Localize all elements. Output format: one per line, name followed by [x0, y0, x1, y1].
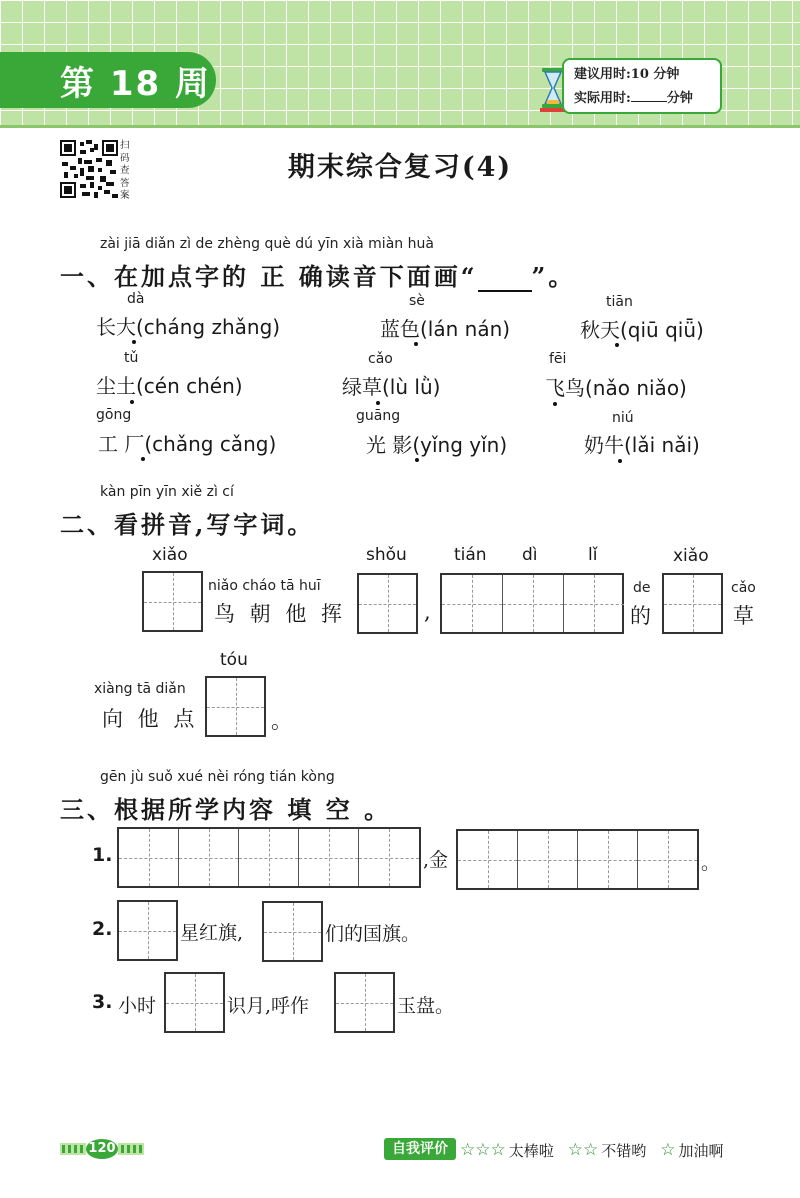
reading-item: 长大(cháng zhǎng): [96, 315, 281, 339]
rating-good: 不错哟: [601, 1141, 647, 1160]
star-icon[interactable]: ☆☆: [567, 1140, 599, 1160]
emphasis-dot: [553, 402, 557, 406]
section1-pinyin: zài jiā diǎn zì de zhèng què dú yīn xià miàn huà: [100, 236, 434, 252]
reading-item: 秋天(qiū qiǖ): [580, 318, 704, 342]
section2-pinyin: kàn pīn yīn xiě zì cí: [100, 484, 234, 500]
emphasis-dot: [415, 458, 419, 462]
pinyin-shou: shǒu: [366, 545, 407, 565]
write-box[interactable]: [117, 900, 178, 961]
pinyin-tou: tóu: [220, 650, 248, 670]
time-box: [562, 58, 722, 114]
emphasis-dot: [376, 401, 380, 405]
reading-item: 工 厂(chǎng cǎng): [98, 432, 277, 456]
reading-item: 飞鸟(nǎo niǎo): [545, 376, 687, 400]
reading-item: 尘土(cén chén): [96, 374, 243, 398]
page-number: 120: [88, 1141, 116, 1156]
section1-heading: 一、在加点字的 正 确读音下面画“ ”。: [60, 262, 576, 291]
pinyin-phrase2: xiàng tā diǎn: [94, 681, 186, 697]
reading-item: 绿草(lù lǜ): [342, 375, 441, 399]
write-box[interactable]: [334, 972, 395, 1033]
week-tab: [0, 52, 216, 108]
actual-time: 实际用时: 分钟: [574, 87, 720, 111]
phrase-text: 鸟 朝 他 挥: [214, 602, 347, 626]
comma: ,: [424, 600, 431, 624]
q3-text: 识月,呼作: [227, 995, 310, 1017]
pinyin-tian: tián: [454, 545, 487, 565]
q2-number: 2.: [92, 918, 113, 940]
section3-heading: 三、根据所学内容 填 空 。: [60, 795, 392, 824]
q3-prefix: 小时: [118, 995, 157, 1017]
write-box[interactable]: [205, 676, 266, 737]
write-box[interactable]: [357, 573, 418, 634]
q1-number: 1.: [92, 844, 113, 866]
write-box-group[interactable]: [440, 573, 624, 634]
write-box[interactable]: [662, 573, 723, 634]
q1-text: ,金: [423, 849, 449, 871]
pinyin-phrase: niǎo cháo tā huī: [208, 578, 321, 594]
reading-item: 光 影(yǐng yǐn): [366, 433, 508, 457]
text-de: 的: [630, 604, 651, 628]
item-pinyin: cǎo: [368, 351, 393, 367]
q3-end: 玉盘。: [397, 995, 455, 1017]
suggested-time: 建议用时:10 分钟: [574, 67, 680, 82]
write-box-group[interactable]: [456, 829, 699, 890]
item-pinyin: niú: [612, 410, 634, 426]
write-box[interactable]: [164, 972, 225, 1033]
page-number-badge: [60, 1139, 144, 1159]
section2-heading: 二、看拼音,写字词。: [60, 510, 315, 539]
q2-end: 们的国旗。: [325, 923, 421, 945]
week-label: 第 18 周: [60, 63, 211, 104]
emphasis-dot: [618, 459, 622, 463]
q3-number: 3.: [92, 991, 113, 1013]
write-box[interactable]: [262, 901, 323, 962]
item-pinyin: sè: [409, 293, 425, 309]
section3-pinyin: gēn jù suǒ xué nèi róng tián kòng: [100, 769, 335, 785]
phrase-text2: 向 他 点: [102, 707, 199, 731]
emphasis-dot: [414, 342, 418, 346]
reading-item: 蓝色(lán nán): [380, 317, 511, 341]
star-icon[interactable]: ☆☆☆: [460, 1140, 506, 1160]
write-box[interactable]: [142, 571, 203, 632]
pinyin-cao: cǎo: [731, 580, 756, 596]
text-cao: 草: [733, 604, 754, 628]
rating-keep-going: 加油啊: [678, 1141, 724, 1160]
rating-great: 太棒啦: [508, 1141, 554, 1160]
self-eval-label: 自我评价: [384, 1138, 456, 1160]
item-pinyin: tiān: [606, 294, 633, 310]
item-pinyin: dà: [127, 291, 145, 307]
emphasis-dot: [141, 457, 145, 461]
emphasis-dot: [132, 340, 136, 344]
self-eval-ratings: [460, 1139, 724, 1161]
emphasis-dot: [130, 400, 134, 404]
q2-text: 星红旗,: [180, 922, 244, 944]
page-title: 期末综合复习(4): [287, 152, 513, 183]
item-pinyin: gōng: [96, 407, 132, 423]
pinyin-xiao: xiǎo: [152, 545, 188, 565]
item-pinyin: guāng: [356, 408, 401, 424]
item-pinyin: fēi: [549, 351, 567, 367]
qr-label: 扫码查答案: [120, 140, 130, 201]
pinyin-li: lǐ: [588, 545, 598, 565]
item-pinyin: tǔ: [124, 350, 139, 366]
q1-end: 。: [701, 852, 721, 874]
pinyin-xiao2: xiǎo: [673, 546, 709, 566]
star-icon[interactable]: ☆: [660, 1140, 676, 1160]
period: 。: [271, 709, 292, 733]
pinyin-di: dì: [522, 545, 538, 565]
reading-item: 奶牛(lǎi nǎi): [584, 433, 700, 457]
pinyin-de: de: [633, 580, 651, 596]
emphasis-dot: [615, 343, 619, 347]
write-box-group[interactable]: [117, 827, 421, 888]
